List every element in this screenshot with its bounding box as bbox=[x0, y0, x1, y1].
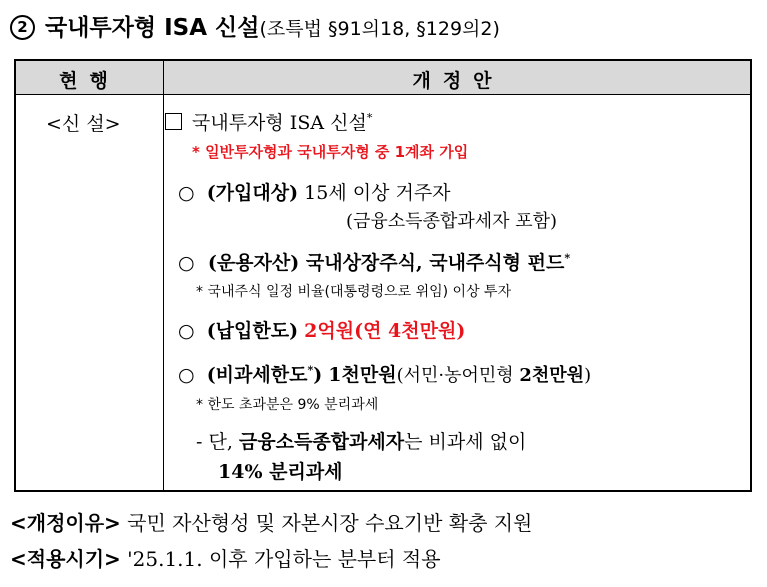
taxfree-label-close: ) bbox=[313, 364, 323, 386]
taxfree-exception bbox=[196, 427, 526, 454]
item-title-mark: * bbox=[366, 111, 373, 125]
limit-label: (납입한도) bbox=[206, 320, 299, 342]
taxfree-note: * 한도 초과분은 9% 분리과세 bbox=[196, 397, 379, 413]
bullet-circle-icon: ○ bbox=[178, 182, 195, 204]
taxfree-row bbox=[178, 360, 591, 387]
section-title bbox=[10, 9, 500, 42]
bullet-circle-icon: ○ bbox=[178, 320, 195, 342]
header-proposed: 개정안 bbox=[412, 70, 504, 92]
eligibility-value: 15세 이상 거주자 bbox=[304, 182, 451, 204]
header-current: 현행 bbox=[59, 70, 120, 92]
assets-label: (운용자산) bbox=[207, 252, 300, 274]
item-title-text: 국내투자형 ISA 신설 bbox=[192, 112, 367, 134]
bullet-circle-icon: ○ bbox=[178, 364, 195, 386]
section-title-reference: (조특법 §91의18, §129의2) bbox=[259, 18, 500, 40]
column-divider bbox=[163, 61, 164, 490]
exception-bold: 금융소득종합과세자 bbox=[238, 431, 405, 453]
apply-label: <적용시기> bbox=[10, 547, 121, 571]
reason-label: <개정이유> bbox=[10, 511, 121, 535]
assets-value: 국내상장주식, 국내주식형 펀드 bbox=[305, 252, 565, 274]
reason-text: 국민 자산형성 및 자본시장 수요기반 확충 지원 bbox=[127, 511, 533, 535]
section-title-text: 국내투자형 ISA 신설 bbox=[45, 15, 260, 41]
assets-mark: * bbox=[564, 251, 571, 265]
eligibility-label: (가입대상) bbox=[206, 182, 299, 204]
checkbox-square-icon bbox=[165, 113, 182, 130]
taxfree-mark: * bbox=[307, 363, 314, 377]
taxfree-paren-open: (서민·농어민형 bbox=[396, 365, 520, 386]
taxfree-label: (비과세한도 bbox=[206, 364, 308, 386]
taxfree-paren-close: ) bbox=[584, 365, 592, 386]
comparison-table bbox=[14, 59, 752, 492]
apply-row bbox=[10, 543, 441, 572]
taxfree-paren-value: 2천만원 bbox=[519, 365, 585, 386]
exception-line2: 14% 분리과세 bbox=[218, 461, 343, 483]
exception-dash: - 단, bbox=[196, 431, 233, 453]
eligibility-row bbox=[178, 178, 451, 205]
limit-paren: (연 4천만원) bbox=[354, 320, 466, 342]
assets-note: * 국내주식 일정 비율(대통령령으로 위임) 이상 투자 bbox=[196, 284, 512, 300]
reason-row bbox=[10, 507, 532, 536]
bullet-circle-icon: ○ bbox=[178, 252, 195, 274]
exception-rest: 는 비과세 없이 bbox=[404, 431, 527, 453]
limit-row bbox=[178, 316, 465, 343]
item-title bbox=[165, 108, 372, 135]
current-cell: <신 설> bbox=[46, 113, 121, 135]
section-number: 2 bbox=[10, 15, 35, 40]
taxfree-value: 1천만원 bbox=[328, 364, 397, 386]
assets-row bbox=[178, 248, 570, 275]
apply-text: '25.1.1. 이후 가입하는 분부터 적용 bbox=[127, 547, 441, 571]
item-note: * 일반투자형과 국내투자형 중 1계좌 가입 bbox=[192, 143, 469, 161]
limit-value: 2억원 bbox=[304, 320, 355, 342]
eligibility-sub: (금융소득종합과세자 포함) bbox=[346, 211, 558, 232]
